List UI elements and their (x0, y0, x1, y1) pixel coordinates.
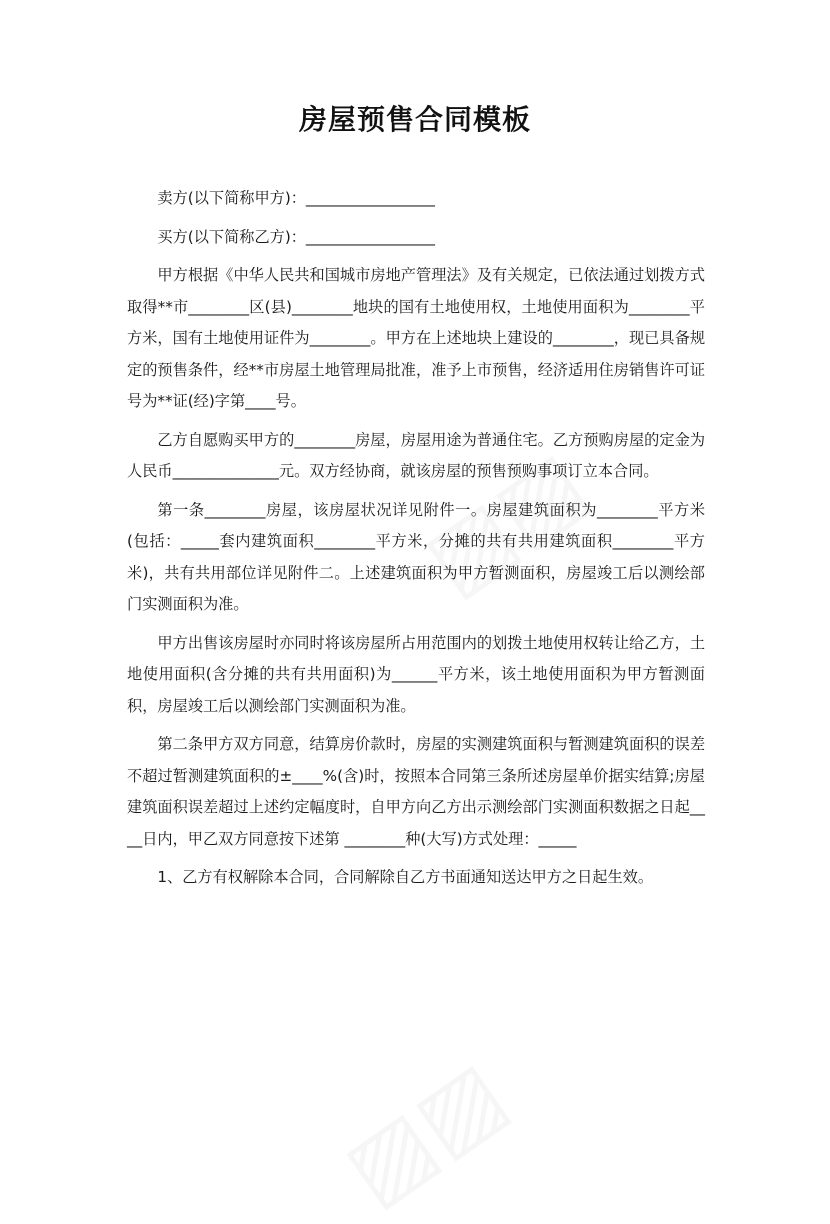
purchase-intent-paragraph: 乙方自愿购买甲方的________房屋，房屋用途为普通住宅。乙方预购房屋的定金为人民币______________元。双方经协商，就该房屋的预售预购事项订立本合同。 (127, 430, 705, 480)
preamble-paragraph: 甲方根据《中华人民共和国城市房地产管理法》及有关规定，已依法通过划拨方式取得**市________区(县)________地块的国有土地使用权，土地使用面积为________平方米，国有土地使用证件为________。甲方在上述地块上建设的________，现已具备规定的预售条件，经**市房屋土地管理局批准，准予上市预售，经济适用住房销售许可证号为**证(经)字第____号。 (127, 266, 705, 410)
seller-line: 卖方(以下简称甲方)：_________________ (157, 189, 436, 207)
clause-one-paragraph: 1、乙方有权解除本合同，合同解除自乙方书面通知送达甲方之日起生效。 (157, 868, 654, 886)
article-two-paragraph: 第二条甲方双方同意，结算房价款时，房屋的实测建筑面积与暂测建筑面积的误差不超过暂测建筑面积的±____%(含)时，按照本合同第三条所述房屋单价据实结算;房屋建筑面积误差超过上述约定幅度时，自甲方向乙方出示测绘部门实测面积数据之日起____日内，甲乙双方同意按下述第 ________种(大写)方式处理：_____ (127, 735, 705, 848)
document-body (127, 183, 705, 901)
article-one-paragraph: 第一条________房屋，该房屋状况详见附件一。房屋建筑面积为________平方米(包括：_____套内建筑面积________平方米，分摊的共有共用建筑面积________平方米)，共有共用部位详见附件二。上述建筑面积为甲方暂测面积，房屋竣工后以测绘部门实测面积为准。 (127, 500, 705, 613)
land-transfer-paragraph: 甲方出售该房屋时亦同时将该房屋所占用范围内的划拨土地使用权转让给乙方，土地使用面积(含分摊的共有共用面积)为______平方米，该土地使用面积为甲方暂测面积，房屋竣工后以测绘部门实测面积为准。 (127, 633, 705, 715)
document-title: 房屋预售合同模板 (298, 103, 531, 136)
buyer-line: 买方(以下简称乙方)：_________________ (157, 227, 436, 246)
watermark-mark (325, 1041, 525, 1224)
